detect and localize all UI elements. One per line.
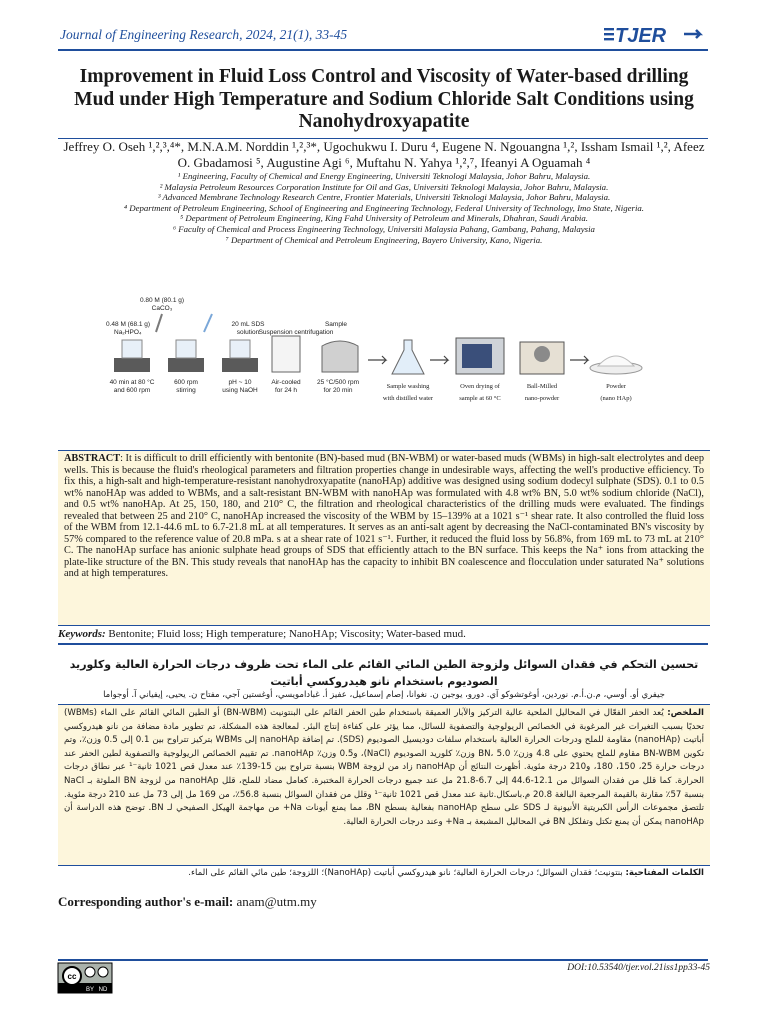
corresponding-email <box>58 894 317 910</box>
caco3-formula: CaCO₃ <box>151 305 173 312</box>
pipette-icon <box>156 314 162 332</box>
arrow-icon <box>570 356 588 364</box>
sds-label-2: solution <box>236 329 260 336</box>
affiliation: ³ Advanced Membrane Technology Research Centre, Frontier Materials, Universiti Teknologi Malaysia, Johor Bahru, Malaysia. <box>157 192 611 203</box>
beaker-icon <box>272 336 300 372</box>
header-rule <box>58 49 708 51</box>
footer-rule <box>58 959 708 961</box>
hotplate-icon <box>222 340 258 372</box>
affiliation: ⁵ Department of Petroleum Engineering, King Fahd University of Petroleum and Minerals, Dhahran, Saudi Arabia. <box>180 213 588 224</box>
abstract <box>64 453 704 580</box>
keywords-text: Bentonite; Fluid loss; High temperature; NanoHAp; Viscosity; Water-based mud. <box>105 628 466 640</box>
affiliations <box>58 171 710 245</box>
oven-caption-2: sample at 60 °C <box>459 395 501 402</box>
cc-license-badge[interactable] <box>58 963 112 993</box>
logo-text: TJER <box>615 25 667 47</box>
affiliation: ⁴ Department of Petroleum Engineering, School of Engineering and Engineering Technology, Federal University of Technology, Imo State, Nigeria. <box>123 202 645 213</box>
graphical-abstract <box>106 288 672 408</box>
powder-caption-2: (nano HAp) <box>600 395 632 402</box>
caco3-label: 0.80 M (80.1 g) <box>139 297 185 304</box>
step1-caption-2: and 600 rpm <box>113 387 151 394</box>
powder-caption: Powder <box>606 383 626 390</box>
keywords-label: Keywords: <box>58 628 106 640</box>
sample-label: Sample <box>324 321 348 328</box>
keywords <box>58 628 710 640</box>
hotplate-icon <box>168 340 204 372</box>
affiliation: ⁷ Department of Chemical and Petroleum Engineering, Bayero University, Kano, Nigeria. <box>225 234 543 245</box>
naphos-formula: Na₂HPO₄ <box>114 329 142 336</box>
by-text: BY <box>85 987 95 993</box>
ball-mill-icon <box>520 342 564 374</box>
step2-caption: 600 rpm <box>174 379 198 386</box>
step4-caption: Air-cooled <box>271 379 301 386</box>
author-list: Jeffrey O. Oseh ¹,²,³,⁴*, M.N.A.M. Norddin ¹,²,³*, Ugochukwu I. Duru ⁴, Eugene N. Ngouangna ¹,², Issham Ismail ¹,², Afeez O. Gbadamosi ⁵, Augustine Agi ⁶, Muftahu N. Yahya ¹,²,⁷, Ifeanyi A Oguamah ⁴ <box>63 139 705 170</box>
email-label: Corresponding author's e-mail: <box>58 894 234 909</box>
suspension-label: Suspension centrifugation <box>258 329 334 336</box>
naphos-label: 0.48 M (68.1 g) <box>106 321 151 328</box>
wash-caption: Sample washing <box>386 383 430 390</box>
arabic-keywords <box>64 868 704 878</box>
powder-icon <box>590 356 642 374</box>
flask-icon <box>392 340 424 374</box>
arrow-icon <box>368 356 386 364</box>
arabic-title: تحسين التحكم في فقدان السوائل ولزوجة الطين المائي القائم على الماء تحت ظروف درجات الحرارة العالية وكلوريد الصوديوم باستخدام نانو هيدروكسي أباتيت <box>69 658 699 688</box>
nd-icon <box>98 967 108 977</box>
centrifuge-icon <box>322 341 358 372</box>
step1-caption: 40 min at 80 °C <box>109 379 155 386</box>
email-value[interactable]: anam@utm.my <box>233 894 317 909</box>
affiliation: ¹ Engineering, Faculty of Chemical and Energy Engineering, Universiti Teknologi Malaysia, Johor Bahru, Malaysia. <box>177 171 591 181</box>
affiliation: ² Malaysia Petroleum Resources Corporation Institute for Oil and Gas, Universiti Teknologi Malaysia, Johor Bahru, Malaysia. <box>159 181 609 192</box>
hotplate-icon <box>114 340 150 372</box>
keywords-rule <box>58 643 708 645</box>
arabic-abstract <box>64 707 704 829</box>
pipette-icon <box>204 314 212 332</box>
oven-caption: Oven drying of <box>460 383 500 390</box>
step3-caption-2: using NaOH <box>222 387 258 394</box>
by-icon <box>85 967 95 977</box>
sds-label: 20 mL SDS <box>231 321 265 328</box>
arabic-keywords-text: بنتونيت؛ فقدان السوائل؛ درجات الحرارة العالية؛ نانو هيدروكسي أباتيت (NanoHAp)؛ اللزوجة؛ طين مائي القائم على الماء. <box>188 868 626 878</box>
step2-caption-2: stirring <box>176 387 196 394</box>
tjer-logo <box>604 22 708 46</box>
wash-caption-2: with distilled water <box>382 395 434 402</box>
abstract-text: : It is difficult to drill efficiently with bentonite (BN)-based mud (BN-WBM) or water-based muds (WBMs) in high-salt electrolytes and deep wells. This is because the fluid's rheological parameters and filtration properties change in undesirable ways, affecting the well's productive efficiency. To fix this, a high-salt and high-temperature-resistant nanohydroxyapatite (nanoHAp) additive was designed using sodium dodecyl sulphate (SDS). 0.1 to 0.5 wt% nanoHAp was added to WBMs, and a salt-resistant BN-WBM with nanoHAp was formulated with 4.8 wt% BN, 5.0 wt% sodium chloride (NaCl), and 0.5 wt% nanoHAp. At 25, 150, 180, and 210° C, the filtration and rheological characteristics of the drilling muds were evaluated. The findings revealed that between 25 and 210° C, nanoHAp increased the viscosity of the WBM by 15–139% at a 1021 s⁻¹ shear rate. It also controlled the fluid loss of the WBM from 12.1-44.6 mL to 6.7-21.8 mL at all temperatures. It serves as an anti-salt agent by decreasing the NaCl-contaminated BN's viscosity by 57% compared to the reference value of 20.8 mPa. s at a shear rate of 1021 s⁻¹. Further, it reduced the fluid loss by 56.8%, from 169 mL to 73 mL at 210° C. The nanoHAp surface has anionic sulphate head groups of SDS that efficiently attach to the BN surface. This keeps the Na⁺ ions from attacking the plate-like structure of the BN. This study reveals that nanoHAp has the capacity to inhibit BN coalescence and flocculation under saturated Na⁺ solutions and at high temperatures. <box>64 453 704 579</box>
step4-caption-2: for 24 h <box>274 387 298 394</box>
arabic-abstract-text: يُعد الحفر الفعّال في المحاليل الملحية عالية التركيز والآبار العميقة باستخدام طين الحفر القائم على البنتونيت (BN-WBM) أو الطين المائي القائم على الماء (WBMs) تحديًا بسبب التغيرات غير المرغوبة في الخصائص الريولوجية والتصفوية للسائل، مما يؤثر على كفاءة إنتاج البئر. لمعالجة هذه المشكلة، تم تطوير مادة مضافة من نانو هيدروكسي أباتيت (nanoHAp) مقاومة للملح ودرجات الحرارة العالية باستخدام سلفات دوديسيل الصوديوم (SDS). تم إضافة nanoHAp إلى WBMs بتركيز تتراوح بين 0.1 إلى 0.5 وزن٪، وتم تكوين BN-WBM مقاوم للملح يحتوي على 4.8 وزن٪ BN، 5.0 وزن٪ كلوريد الصوديوم (NaCl)، و0.5 وزن٪ nanoHAp. تم تقييم الخصائص الريولوجية والتصفوية لطين الحفر عند درجات حرارة 25، 150، 180، و210 درجة مئوية. أظهرت النتائج أن nanoHAp زاد من لزوجة WBM بنسبة تتراوح بين 15-139٪ عند معدل قص 1021 ثانية⁻¹ عبر نطاق درجات الحرارة. كما قلل من فقدان السوائل من 12.1-44.6 إلى 6.7-21.8 مل عند جميع درجات الحرارة المختبرة. كعامل مضاد للملح، قلل nanoHAp من لزوجة BN الملوثة بـ NaCl بنسبة 57٪ مقارنة بالقيمة المرجعية البالغة 20.8 م.باسكال.ثانية عند معدل قص 1021 ثانية⁻¹ وقلل من فقدان السوائل بنسبة 56.8٪، من 169 مل إلى 73 مل عند 210 درجة مئوية. تلتصق مجموعات الرأس الكبريتية الأنيونية لـ SDS على سطح nanoHAp بفعالية بسطح BN، مما يمنع أيونات Na+ من مهاجمة الهيكل الصفيحي لـ BN. توضح هذه الدراسة أن nanoHAp يمكن أن يمنع تكتل وتفلكل BN في المحاليل المشبعة بـ Na+ وعند درجات الحرارة العالية. <box>64 708 705 827</box>
nd-text: ND <box>98 987 108 993</box>
oven-icon <box>456 338 504 374</box>
arabic-authors: جيفري أو. أوسي، م.ن.أ.م. نوردين، أوغوتشوكو آي. دورو، يوجين ن. نغوانا، إصام إسماعيل، عفيز أ. غبادامويسي، أوغستين آجي، مفتاح ن. يحيى، إيفياني آ. أوجواما <box>103 690 665 700</box>
journal-citation: Journal of Engineering Research, 2024, 21(1), 33-45 <box>60 27 348 42</box>
arabic-abstract-label: الملخص: <box>667 708 704 718</box>
step5-caption-2: for 20 min <box>323 387 353 394</box>
abstract-label: ABSTRACT <box>64 453 121 464</box>
step5-caption: 25 °C/500 rpm <box>317 379 359 386</box>
mill-caption-2: nano-powder <box>524 395 560 402</box>
mill-caption: Ball-Milled <box>526 383 558 390</box>
paper-title: Improvement in Fluid Loss Control and Viscosity of Water-based drilling Mud under High Temperature and Sodium Chloride Salt Conditions using Nanohydroxyapatite <box>74 66 694 132</box>
doi[interactable]: DOI:10.53540/tjer.vol.21iss1pp33-45 <box>567 963 710 973</box>
step3-caption: pH ~ 10 <box>228 379 252 386</box>
cc-text: cc <box>67 972 77 981</box>
arrow-icon <box>430 356 448 364</box>
arabic-keywords-label: الكلمات المفتاحية: <box>625 868 704 878</box>
affiliation: ⁶ Faculty of Chemical and Process Engineering Technology, Universiti Malaysia Pahang, Gambang, Pahang, Malaysia <box>173 223 595 234</box>
